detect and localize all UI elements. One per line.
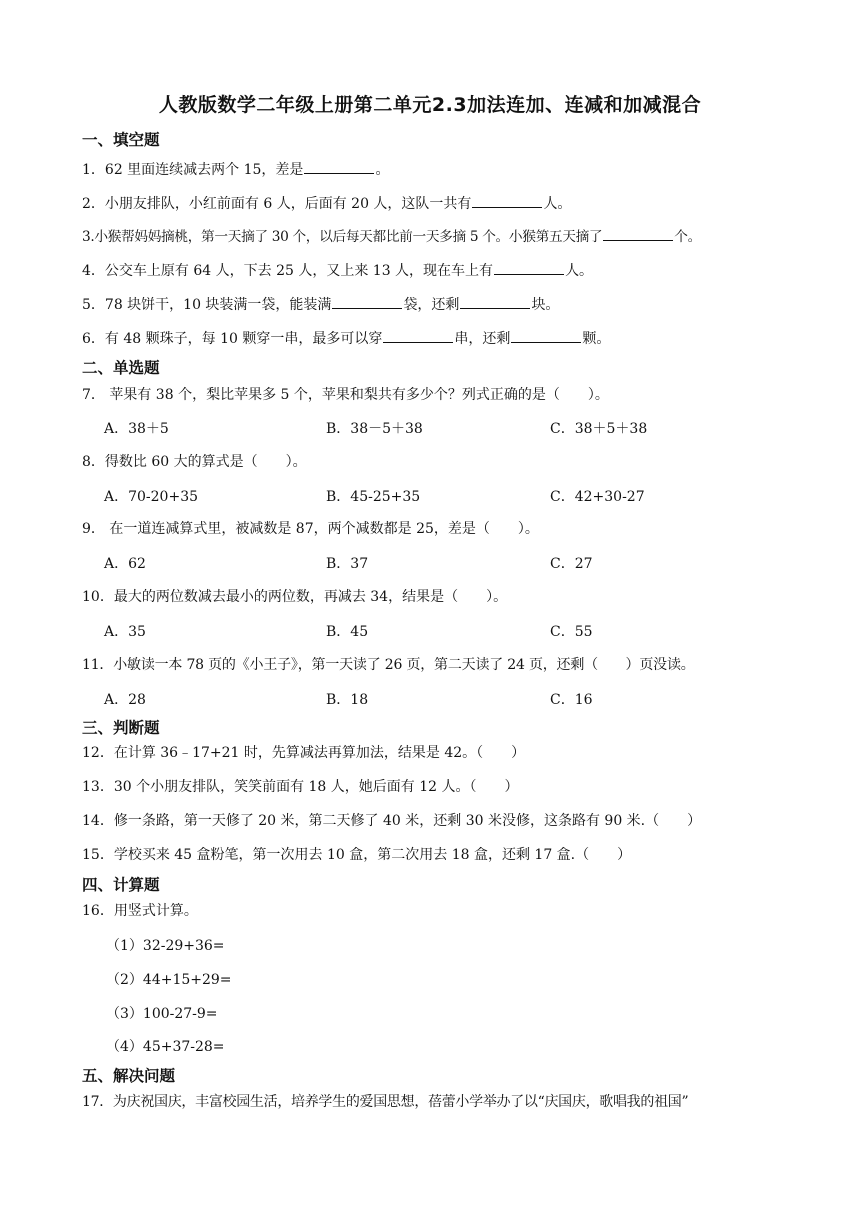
- answer-blank[interactable]: [603, 226, 673, 241]
- option-c[interactable]: C．55: [550, 624, 593, 640]
- question-7-text: 7． 苹果有 38 个，梨比苹果多 5 个，苹果和梨共有多少个？列式正确的是（ ）。: [82, 387, 609, 403]
- section-true-false: 三、判断题: [82, 719, 160, 737]
- question-6-mid: 串，还剩: [454, 331, 511, 347]
- option-b[interactable]: B．45: [326, 624, 369, 640]
- option-c[interactable]: C．42+30-27: [550, 489, 645, 505]
- answer-blank[interactable]: [304, 159, 374, 174]
- answer-blank[interactable]: [383, 328, 453, 343]
- option-a[interactable]: A．62: [104, 556, 146, 572]
- question-1-text: 1．62 里面连续减去两个 15，差是: [82, 162, 304, 178]
- option-a[interactable]: A．35: [104, 624, 146, 640]
- option-a[interactable]: A．70-20+35: [104, 489, 199, 505]
- section-word-problems: 五、解决问题: [82, 1067, 176, 1085]
- question-13-text: 13．30 个小朋友排队，笑笑前面有 18 人，她后面有 12 人。（ ）: [82, 779, 519, 795]
- question-12-text: 12．在计算 36﹣17+21 时，先算减法再算加法，结果是 42。（ ）: [82, 745, 526, 761]
- option-b[interactable]: B．37: [326, 556, 369, 572]
- calc-item-2: （2）44+15+29=: [106, 972, 232, 988]
- question-6-text: 6．有 48 颗珠子，每 10 颗穿一串，最多可以穿: [82, 331, 383, 347]
- question-1-tail: 。: [375, 162, 390, 178]
- option-b[interactable]: B．45-25+35: [326, 489, 421, 505]
- page-title: 人教版数学二年级上册第二单元2.3加法连加、连减和加减混合: [158, 94, 702, 116]
- question-16-text: 16．用竖式计算。: [82, 903, 198, 919]
- calc-item-4: （4）45+37-28=: [106, 1039, 225, 1055]
- question-5-tail: 块。: [531, 297, 560, 313]
- option-c[interactable]: C．38＋5＋38: [550, 421, 648, 437]
- section-calculation: 四、计算题: [82, 876, 160, 894]
- question-6: [82, 328, 820, 349]
- section-single-choice: 二、单选题: [82, 359, 160, 377]
- question-3: [82, 226, 701, 247]
- answer-blank[interactable]: [472, 193, 542, 208]
- question-3-text: 3.小猴帮妈妈摘桃，第一天摘了 30 个，以后每天都比前一天多摘 5 个。小猴第五天摘了: [82, 229, 603, 245]
- question-4-tail: 人。: [565, 263, 594, 279]
- question-1: [82, 159, 820, 180]
- question-3-tail: 个。: [674, 229, 701, 245]
- question-8-text: 8．得数比 60 大的算式是（ ）。: [82, 454, 307, 470]
- answer-blank[interactable]: [494, 260, 564, 275]
- option-b[interactable]: B．18: [326, 692, 369, 708]
- question-4: [82, 260, 820, 281]
- question-5-mid: 袋，还剩: [403, 297, 460, 313]
- question-9-text: 9． 在一道连减算式里，被减数是 87，两个减数都是 25，差是（ ）。: [82, 521, 539, 537]
- question-6-tail: 颗。: [582, 331, 611, 347]
- question-5: [82, 294, 820, 315]
- question-2-text: 2．小朋友排队，小红前面有 6 人，后面有 20 人，这队一共有: [82, 196, 472, 212]
- option-b[interactable]: B．38－5＋38: [326, 421, 423, 437]
- answer-blank[interactable]: [332, 294, 402, 309]
- question-15-text: 15．学校买来 45 盒粉笔，第一次用去 10 盒，第二次用去 18 盒，还剩 17 盒.（ ）: [82, 847, 632, 863]
- answer-blank[interactable]: [460, 294, 530, 309]
- option-c[interactable]: C．16: [550, 692, 593, 708]
- question-14-text: 14．修一条路，第一天修了 20 米，第二天修了 40 米，还剩 30 米没修，这条路有 90 米.（ ）: [82, 813, 702, 829]
- option-a[interactable]: A．28: [104, 692, 146, 708]
- section-fill-blank: 一、填空题: [82, 131, 160, 149]
- calc-item-1: （1）32-29+36=: [106, 938, 225, 954]
- question-2-tail: 人。: [543, 196, 572, 212]
- option-a[interactable]: A．38＋5: [104, 421, 169, 437]
- option-c[interactable]: C．27: [550, 556, 593, 572]
- question-17-text: 17．为庆祝国庆，丰富校园生活，培养学生的爱国思想，蓓蕾小学举办了以“庆国庆，歌唱我的祖国”: [82, 1094, 689, 1110]
- answer-blank[interactable]: [511, 328, 581, 343]
- question-2: [82, 193, 820, 214]
- question-4-text: 4．公交车上原有 64 人，下去 25 人，又上来 13 人，现在车上有: [82, 263, 494, 279]
- question-5-text: 5．78 块饼干，10 块装满一袋，能装满: [82, 297, 332, 313]
- question-10-text: 10．最大的两位数减去最小的两位数，再减去 34，结果是（ ）。: [82, 589, 508, 605]
- calc-item-3: （3）100-27-9=: [106, 1006, 218, 1022]
- question-11-text: 11．小敏读一本 78 页的《小王子》，第一天读了 26 页，第二天读了 24 页，还剩（ ）页没读。: [82, 657, 695, 673]
